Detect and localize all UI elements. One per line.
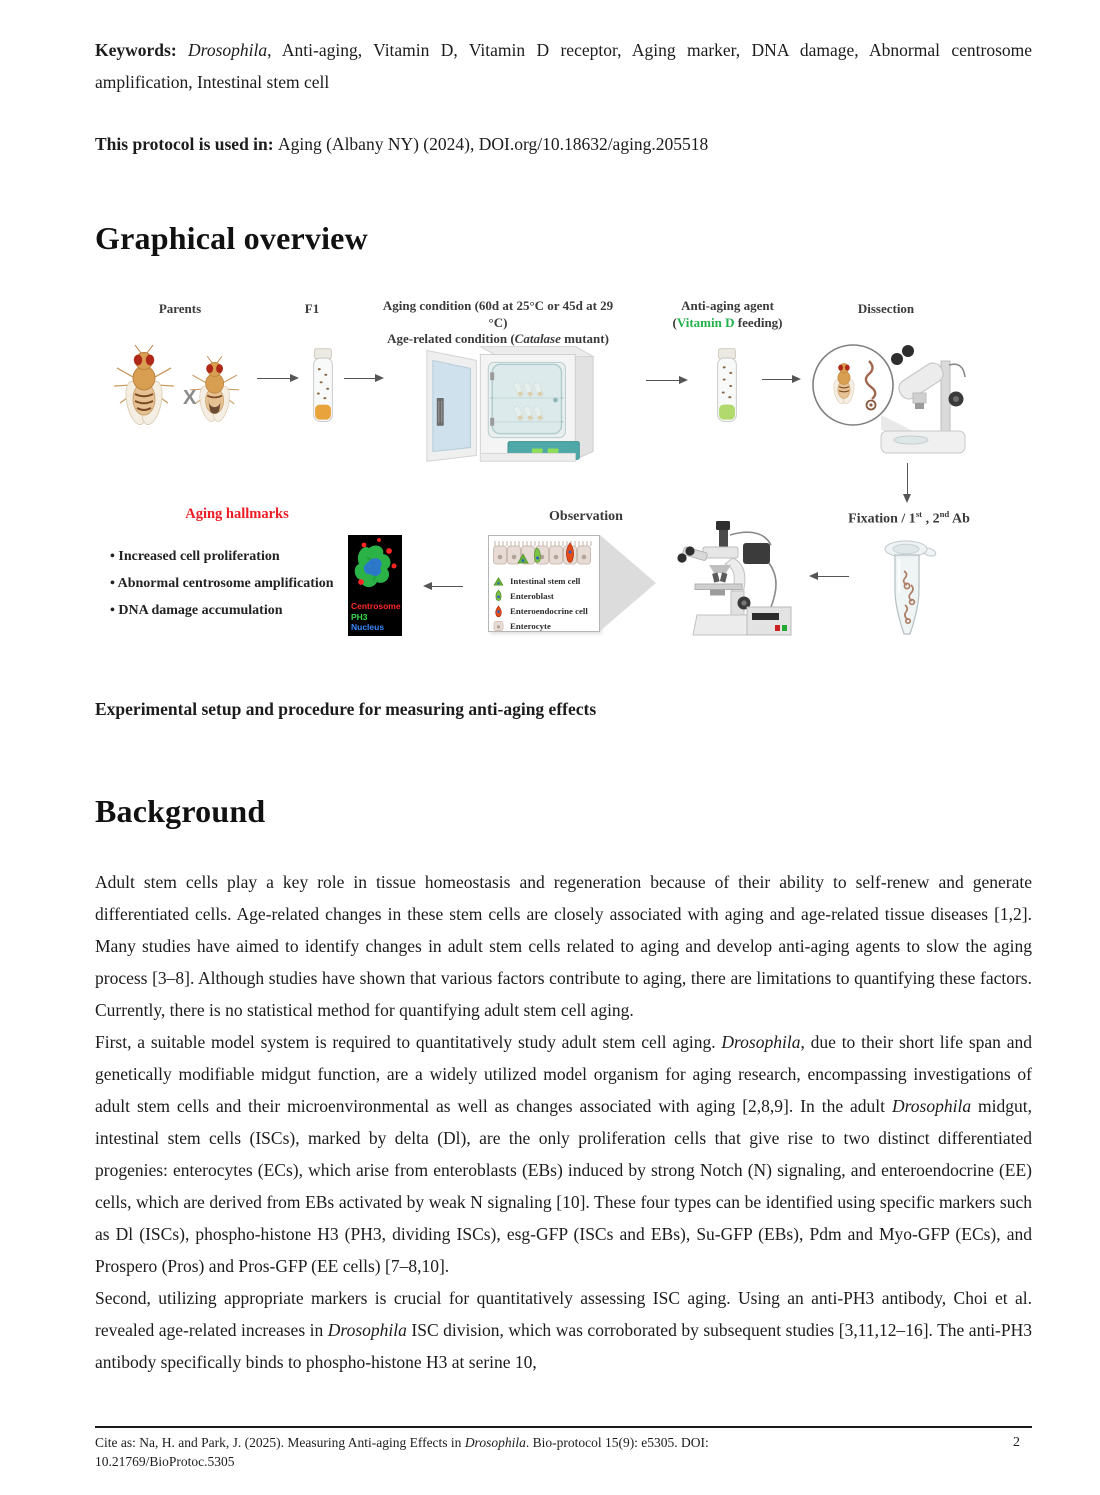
aging-hallmarks-label: Aging hallmarks xyxy=(185,506,289,522)
fluorescence-micrograph xyxy=(348,535,402,636)
micrograph-image xyxy=(348,535,402,599)
arrow-dissection-to-fixation xyxy=(907,463,908,501)
isc-triangle-icon xyxy=(493,575,504,587)
channel-label-centrosome: Centrosome xyxy=(351,601,401,611)
page-number: 2 xyxy=(1013,1435,1020,1450)
hallmark-bullet: • DNA damage accumulation xyxy=(110,603,283,618)
arrow-parents-to-f1 xyxy=(257,378,297,379)
fixation-tube-illustration xyxy=(877,533,939,647)
background-paragraph-1: Adult stem cells play a key role in tissue homeostasis and regeneration because of their ability to self-renew and generate differentiated cells. Age-related changes in these stem cells are closely associated with aging and age-related tissue diseases [1,2]. Many studies have aimed to identify changes in adult stem cells related to aging and develop anti-aging agents to slow the aging process [3–8]. Although studies have shown that various factors contribute to aging, there are limitations to quantifying these factors. Currently, there is no statistical method for quantifying adult stem cell aging. xyxy=(95,872,1032,1020)
dissection-illustration xyxy=(809,335,971,459)
fluorescence-microscope-illustration xyxy=(653,521,795,641)
arrow-incubator-to-vitamin xyxy=(646,380,686,381)
background-paragraph-3: Second, utilizing appropriate markers is crucial for quantitatively assessing ISC aging. Using an anti-PH3 antibody, Choi et al. revealed age-related increases in Drosophila ISC division, which was corroborated by subsequent studies [3,11,12–16]. The anti-PH3 antibody specifically binds to phospho-histone H3 at serine 10, xyxy=(95,1288,1032,1372)
legend-item-isc: Intestinal stem cell xyxy=(493,575,595,587)
aging-condition-label: Aging condition (60d at 25°C or 45d at 29 °C) Age-related condition (Catalase mutant) xyxy=(382,298,614,346)
arrow-observation-to-hallmarks xyxy=(425,586,463,587)
parents-label: Parents xyxy=(158,301,202,316)
f1-vial-icon xyxy=(309,346,337,426)
citation-text: Cite as: Na, H. and Park, J. (2025). Measuring Anti-aging Effects in Drosophila. Bio-protocol 15(9): e5305. DOI: 10.21769/BioProtoc.5305 xyxy=(95,1435,709,1469)
enteroblast-icon xyxy=(493,589,504,602)
vitamin-d-vial-icon xyxy=(713,346,741,426)
dissection-label: Dissection xyxy=(857,301,915,316)
figure-caption: Experimental setup and procedure for measuring anti-aging effects xyxy=(95,699,597,719)
micrograph-channel-labels xyxy=(348,599,402,636)
graphical-overview-heading: Graphical overview xyxy=(95,220,368,256)
keywords-line: Keywords: Drosophila, Anti-aging, Vitamin D, Vitamin D receptor, Aging marker, DNA damage, Abnormal centrosome amplification, Intestinal stem cell xyxy=(95,40,1033,92)
fixation-label: Fixation / 1st , 2nd Ab xyxy=(848,509,970,527)
hallmark-bullet: • Increased cell proliferation xyxy=(110,549,280,564)
graphical-overview-figure xyxy=(95,295,1035,673)
arrow-fixation-to-observation xyxy=(811,576,849,577)
arrow-vitamin-to-dissection xyxy=(762,379,799,380)
arrow-f1-to-incubator xyxy=(344,378,382,379)
cross-symbol: X xyxy=(183,387,197,409)
cell-types-panel xyxy=(488,535,600,632)
channel-label-nucleus: Nucleus xyxy=(351,622,385,632)
channel-label-ph3: PH3 xyxy=(351,611,368,622)
midgut-epithelium-illustration xyxy=(493,540,593,567)
background-heading: Background xyxy=(95,793,266,829)
aging-hallmarks-list xyxy=(110,543,350,624)
legend-item-enteroendocrine: Enteroendocrine cell xyxy=(493,605,595,618)
incubator-illustration xyxy=(417,340,605,464)
legend-item-enterocyte: Enterocyte xyxy=(493,620,595,632)
legend-item-enteroblast: Enteroblast xyxy=(493,589,595,602)
protocol-used-in-line: This protocol is used in: Aging (Albany NY) (2024), DOI.org/10.18632/aging.205518 xyxy=(95,134,709,154)
panel-callout-arrow xyxy=(600,535,656,631)
background-paragraph-2: First, a suitable model system is required to quantitatively study adult stem cell aging. Drosophila, due to their short life span and genetically modifiable midgut function, are a widely utilized model organism for aging research, encompassing investigations of adult stem cells and their microenvironmental as well as changes associated with aging [2,8,9]. In the adult Drosophila midgut, intestinal stem cells (ISCs), marked by delta (Dl), are the only proliferation cells that give rise to two distinct differentiated progenies: enterocytes (ECs), which arise from enteroblasts (EBs) induced by strong Notch (N) signaling, and enteroendocrine (EE) cells, which are derived from EBs activated by weak N signaling [10]. These four types can be identified using specific markers such as Dl (ISCs), phospho-histone H3 (PH3, dividing ISCs), esg-GFP (ISCs and EBs), Su-GFP (EBs), Pdm and Myo-GFP (ECs), and Prospero (Pros) and Pros-GFP (EE cells) [7–8,10]. xyxy=(95,1032,1032,1276)
f1-label: F1 xyxy=(304,301,320,316)
enterocyte-icon xyxy=(493,620,504,632)
hallmark-bullet: • Abnormal centrosome amplification xyxy=(110,576,334,591)
page-footer xyxy=(95,1426,1032,1471)
anti-aging-agent-label: Anti-aging agent (Vitamin D feeding) xyxy=(672,298,783,330)
observation-label: Observation xyxy=(549,509,623,524)
enteroendocrine-icon xyxy=(493,605,504,618)
